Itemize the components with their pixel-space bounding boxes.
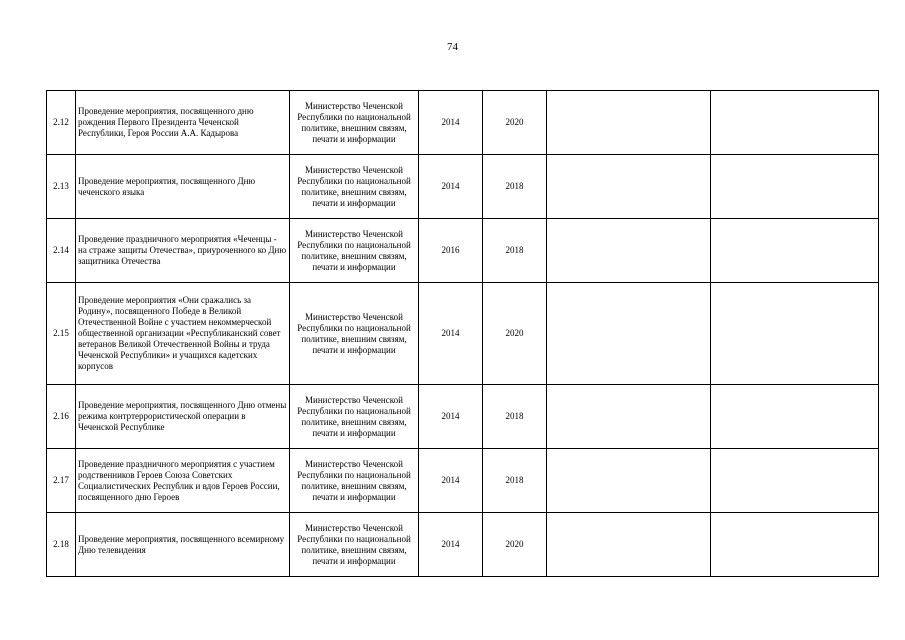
row-number: 2.14 bbox=[47, 219, 76, 283]
empty-cell bbox=[711, 283, 879, 385]
table-row bbox=[47, 91, 879, 155]
end-year: 2018 bbox=[483, 449, 547, 513]
empty-cell bbox=[547, 513, 711, 577]
table-row bbox=[47, 385, 879, 449]
event-description: Проведение мероприятия «Они сражались за Родину», посвященного Победе в Великой Отечественной Войне с участием некоммерческой общественной организации «Республиканский совет ветеранов Великой Отечественной Войны и труда Чеченской Республики» и учащихся кадетских корпусов bbox=[76, 283, 290, 385]
end-year: 2020 bbox=[483, 91, 547, 155]
event-description: Проведение мероприятия, посвященного дню рождения Первого Президента Чеченской Республики, Героя России А.А. Кадырова bbox=[76, 91, 290, 155]
start-year: 2014 bbox=[419, 91, 483, 155]
event-description: Проведение мероприятия, посвященного всемирному Дню телевидения bbox=[76, 513, 290, 577]
executor: Министерство Чеченской Республики по национальной политике, внешним связям, печати и информации bbox=[290, 449, 419, 513]
table-row bbox=[47, 219, 879, 283]
empty-cell bbox=[711, 513, 879, 577]
start-year: 2016 bbox=[419, 219, 483, 283]
start-year: 2014 bbox=[419, 513, 483, 577]
event-description: Проведение мероприятия, посвященного Дню чеченского языка bbox=[76, 155, 290, 219]
event-description: Проведение праздничного мероприятия с участием родственников Героев Союза Советских Социалистических Республик и вдов Героев России, посвященного дню Героев bbox=[76, 449, 290, 513]
page-number: 74 bbox=[447, 41, 458, 53]
start-year: 2014 bbox=[419, 155, 483, 219]
table-row bbox=[47, 449, 879, 513]
empty-cell bbox=[547, 385, 711, 449]
table-row bbox=[47, 155, 879, 219]
empty-cell bbox=[711, 219, 879, 283]
empty-cell bbox=[547, 155, 711, 219]
row-number: 2.18 bbox=[47, 513, 76, 577]
row-number: 2.15 bbox=[47, 283, 76, 385]
start-year: 2014 bbox=[419, 449, 483, 513]
empty-cell bbox=[547, 219, 711, 283]
start-year: 2014 bbox=[419, 385, 483, 449]
row-number: 2.17 bbox=[47, 449, 76, 513]
empty-cell bbox=[711, 385, 879, 449]
empty-cell bbox=[711, 449, 879, 513]
executor: Министерство Чеченской Республики по национальной политике, внешним связям, печати и информации bbox=[290, 513, 419, 577]
executor: Министерство Чеченской Республики по национальной политике, внешним связям, печати и информации bbox=[290, 91, 419, 155]
table-row bbox=[47, 283, 879, 385]
event-description: Проведение праздничного мероприятия «Чеченцы - на страже защиты Отечества», приуроченного ко Дню защитника Отечества bbox=[76, 219, 290, 283]
row-number: 2.12 bbox=[47, 91, 76, 155]
empty-cell bbox=[547, 283, 711, 385]
end-year: 2020 bbox=[483, 283, 547, 385]
executor: Министерство Чеченской Республики по национальной политике, внешним связям, печати и информации bbox=[290, 155, 419, 219]
table-row bbox=[47, 513, 879, 577]
executor: Министерство Чеченской Республики по национальной политике, внешним связям, печати и информации bbox=[290, 283, 419, 385]
empty-cell bbox=[711, 155, 879, 219]
event-description: Проведение мероприятия, посвященного Дню отмены режима контртеррористической операции в Чеченской Республике bbox=[76, 385, 290, 449]
empty-cell bbox=[547, 449, 711, 513]
row-number: 2.13 bbox=[47, 155, 76, 219]
end-year: 2018 bbox=[483, 155, 547, 219]
empty-cell bbox=[711, 91, 879, 155]
end-year: 2020 bbox=[483, 513, 547, 577]
end-year: 2018 bbox=[483, 385, 547, 449]
start-year: 2014 bbox=[419, 283, 483, 385]
empty-cell bbox=[547, 91, 711, 155]
executor: Министерство Чеченской Республики по национальной политике, внешним связям, печати и информации bbox=[290, 385, 419, 449]
executor: Министерство Чеченской Республики по национальной политике, внешним связям, печати и информации bbox=[290, 219, 419, 283]
row-number: 2.16 bbox=[47, 385, 76, 449]
end-year: 2018 bbox=[483, 219, 547, 283]
activities-table bbox=[46, 90, 879, 577]
